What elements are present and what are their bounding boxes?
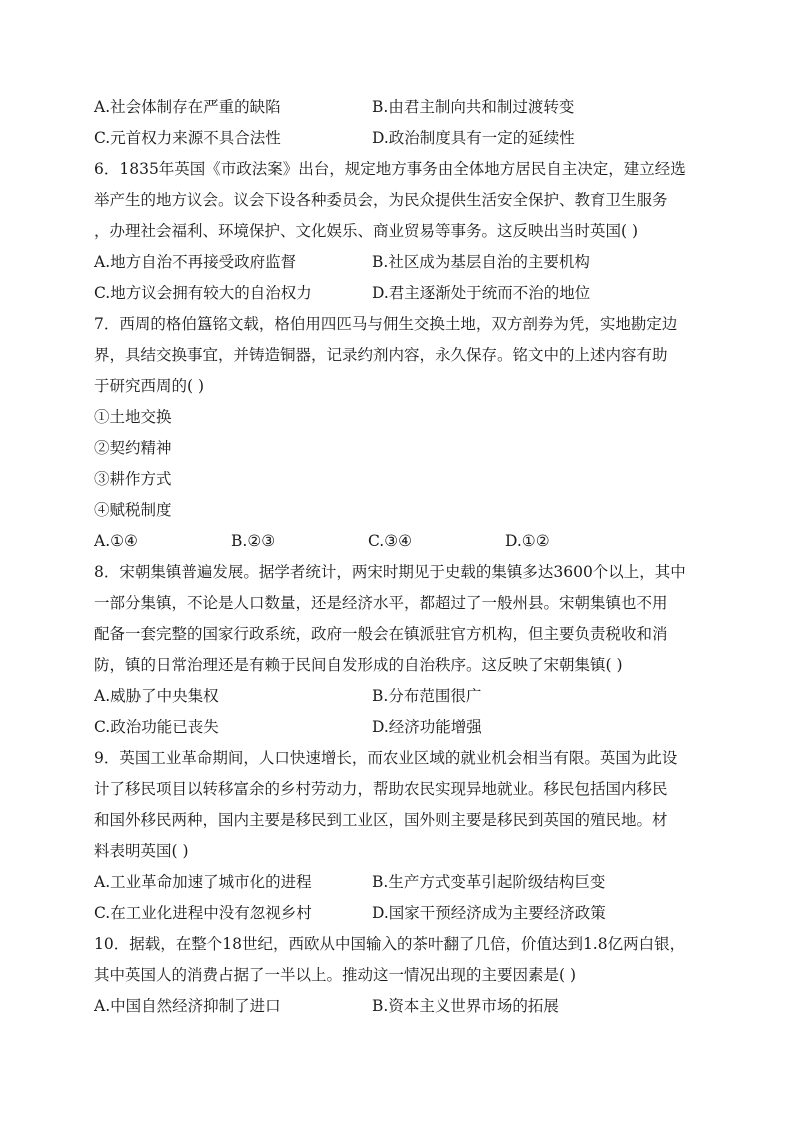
q8-option-c[interactable]: C.政治功能已丧失 bbox=[94, 718, 219, 736]
question-8 bbox=[94, 557, 706, 743]
q7-statement-4: ④赋税制度 bbox=[94, 501, 172, 519]
q7-statement-2: ②契约精神 bbox=[94, 439, 172, 457]
q10-option-b[interactable]: B.资本主义世界市场的拓展 bbox=[372, 997, 559, 1015]
exam-page bbox=[94, 92, 706, 1022]
q10-stem-line: 10．据载，在整个18世纪，西欧从中国输入的茶叶翻了几倍，价值达到1.8亿两白银， bbox=[94, 935, 686, 953]
q7-stem-line: 界，具结交换事宜，并铸造铜器，记录约剂内容，永久保存。铭文中的上述内容有助 bbox=[94, 346, 668, 364]
q7-option-c[interactable]: C.③④ bbox=[368, 532, 413, 550]
q8-stem-line: 防，镇的日常治理还是有赖于民间自发形成的自治秩序。这反映了宋朝集镇( ) bbox=[94, 656, 623, 674]
q10-options-row-1 bbox=[94, 991, 706, 1022]
q5-option-a[interactable]: A.社会体制存在严重的缺陷 bbox=[94, 98, 281, 116]
q6-stem-line: ，办理社会福利、环境保护、文化娱乐、商业贸易等事务。这反映出当时英国( ) bbox=[94, 222, 639, 240]
q6-option-a[interactable]: A.地方自治不再接受政府监督 bbox=[94, 253, 297, 271]
q7-option-a[interactable]: A.①④ bbox=[94, 532, 138, 550]
question-9 bbox=[94, 743, 706, 929]
q5-option-c[interactable]: C.元首权力来源不具合法性 bbox=[94, 129, 281, 147]
q9-stem-line: 和国外移民两种，国内主要是移民到工业区，国外则主要是移民到英国的殖民地。材 bbox=[94, 811, 668, 829]
q7-option-d[interactable]: D.①② bbox=[505, 532, 550, 550]
question-10 bbox=[94, 929, 706, 1022]
q6-option-c[interactable]: C.地方议会拥有较大的自治权力 bbox=[94, 284, 312, 302]
q8-stem-line: 8．宋朝集镇普遍发展。据学者统计，两宋时期见于史载的集镇多达3600个以上，其中 bbox=[94, 563, 686, 581]
q9-stem-line: 料表明英国( ) bbox=[94, 842, 189, 860]
question-7 bbox=[94, 309, 706, 557]
q8-stem-line: 配备一套完整的国家行政系统，政府一般会在镇派驻官方机构，但主要负责税收和消 bbox=[94, 625, 668, 643]
q8-stem-line: 一部分集镇，不论是人口数量，还是经济水平，都超过了一般州县。宋朝集镇也不用 bbox=[94, 594, 668, 612]
q5-option-d[interactable]: D.政治制度具有一定的延续性 bbox=[372, 129, 575, 147]
q7-statement-1: ①土地交换 bbox=[94, 408, 172, 426]
q9-options-row-1 bbox=[94, 867, 706, 898]
q8-options-row-1 bbox=[94, 681, 706, 712]
q7-stem-line: 于研究西周的( ) bbox=[94, 377, 205, 395]
q7-option-b[interactable]: B.②③ bbox=[231, 532, 276, 550]
q5-option-b[interactable]: B.由君主制向共和制过渡转变 bbox=[372, 98, 575, 116]
q9-option-a[interactable]: A.工业革命加速了城市化的进程 bbox=[94, 873, 312, 891]
q10-stem-line: 其中英国人的消费占据了一半以上。推动这一情况出现的主要因素是( ) bbox=[94, 966, 577, 984]
q7-stem-line: 7．西周的格伯簋铭文载，格伯用四匹马与佣生交换土地，双方剖券为凭，实地勘定边 bbox=[94, 315, 678, 333]
q6-options-row-2 bbox=[94, 278, 706, 309]
q6-options-row-1 bbox=[94, 247, 706, 278]
q8-option-d[interactable]: D.经济功能增强 bbox=[372, 718, 482, 736]
q9-option-b[interactable]: B.生产方式变革引起阶级结构巨变 bbox=[372, 873, 606, 891]
q6-stem-line: 6．1835年英国《市政法案》出台，规定地方事务由全体地方居民自主决定，建立经选 bbox=[94, 160, 686, 178]
q7-statement-3: ③耕作方式 bbox=[94, 470, 172, 488]
q9-option-d[interactable]: D.国家干预经济成为主要经济政策 bbox=[372, 904, 606, 922]
q10-option-a[interactable]: A.中国自然经济抑制了进口 bbox=[94, 997, 281, 1015]
q6-option-d[interactable]: D.君主逐渐处于统而不治的地位 bbox=[372, 284, 591, 302]
q5-options-row-1 bbox=[94, 92, 706, 123]
q6-stem-line: 举产生的地方议会。议会下设各种委员会，为民众提供生活安全保护、教育卫生服务 bbox=[94, 191, 668, 209]
q8-options-row-2 bbox=[94, 712, 706, 743]
q9-stem-line: 计了移民项目以转移富余的乡村劳动力，帮助农民实现异地就业。移民包括国内移民 bbox=[94, 780, 668, 798]
q9-option-c[interactable]: C.在工业化进程中没有忽视乡村 bbox=[94, 904, 312, 922]
q5-options-row-2 bbox=[94, 123, 706, 154]
q6-option-b[interactable]: B.社区成为基层自治的主要机构 bbox=[372, 253, 590, 271]
q9-options-row-2 bbox=[94, 898, 706, 929]
question-6 bbox=[94, 154, 706, 309]
q8-option-a[interactable]: A.威胁了中央集权 bbox=[94, 687, 219, 705]
q8-option-b[interactable]: B.分布范围很广 bbox=[372, 687, 482, 705]
q9-stem-line: 9．英国工业革命期间，人口快速增长，而农业区域的就业机会相当有限。英国为此设 bbox=[94, 749, 678, 767]
q7-options-row bbox=[94, 526, 706, 557]
